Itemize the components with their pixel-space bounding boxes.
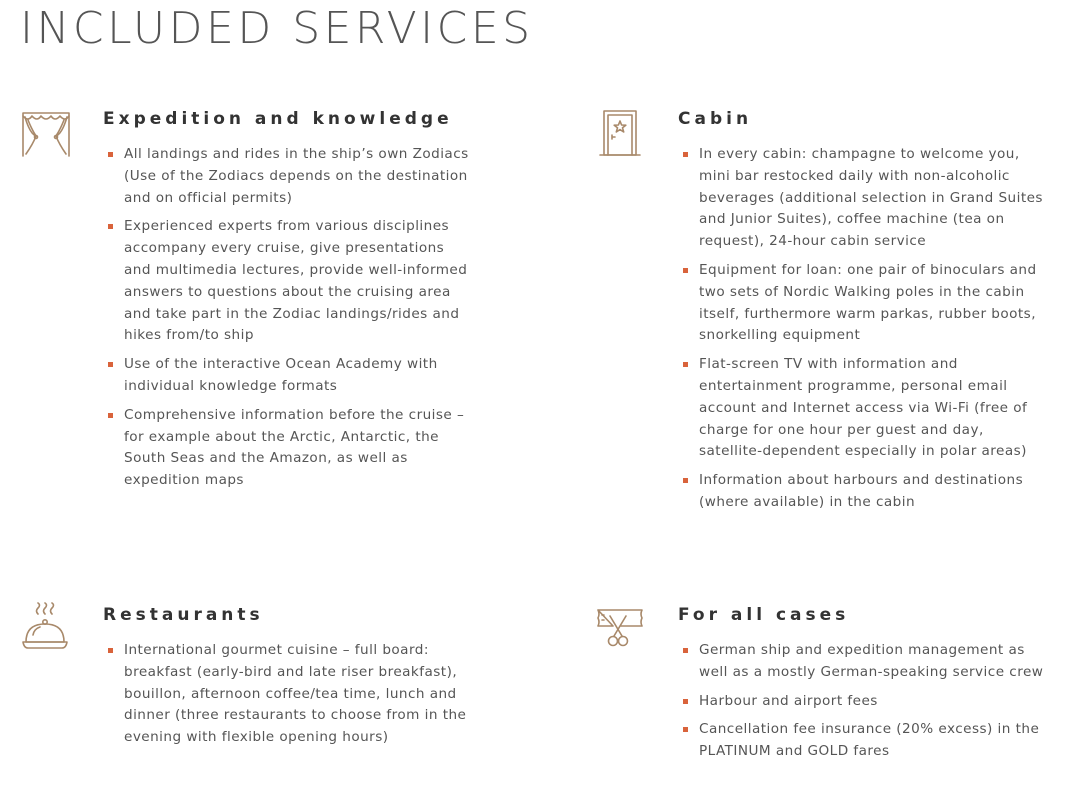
bullet-marker <box>108 224 113 229</box>
expedition-list <box>103 144 473 499</box>
list-item-text: International gourmet cuisine – full board: breakfast (early-bird and late riser breakfast), bouillon, afternoon coffee/tea time, lunch and dinner (three restaurants to choose from in the evening with flexible opening hours) <box>124 642 467 746</box>
list-item-text: Information about harbours and destinations (where available) in the cabin <box>699 472 1024 510</box>
bullet-marker <box>683 362 688 367</box>
cabin-list <box>678 144 1048 521</box>
list-item <box>103 216 473 347</box>
bullet-marker <box>108 413 113 418</box>
bullet-marker <box>108 362 113 367</box>
restaurants-list <box>103 640 473 756</box>
bullet-marker <box>108 648 113 653</box>
list-item-text: Cancellation fee insurance (20% excess) in the PLATINUM and GOLD fares <box>699 721 1040 760</box>
list-item-text: In every cabin: champagne to welcome you, mini bar restocked daily with non-alcoholic beverages (additional selection in Grand Suites and Junior Suites), coffee machine (tea on request), 24-hour cabin service <box>699 146 1043 250</box>
list-item <box>678 354 1048 463</box>
section-heading-expedition: Expedition and knowledge <box>103 109 453 129</box>
list-item-text: Use of the interactive Ocean Academy with individual knowledge formats <box>124 356 438 394</box>
all-cases-list <box>678 640 1048 770</box>
bullet-marker <box>683 268 688 273</box>
page-title: INCLUDED SERVICES <box>20 3 534 54</box>
list-item <box>678 470 1048 514</box>
list-item-text: German ship and expedition management as well as a mostly German-speaking service crew <box>699 642 1044 680</box>
list-item-text: Equipment for loan: one pair of binoculars and two sets of Nordic Walking poles in the cabin itself, furthermore warm parkas, rubber boots, snorkelling equipment <box>699 261 1037 344</box>
list-item-text: Flat-screen TV with information and entertainment programme, personal email account and Internet access via Wi-Fi (free of charge for one hour per guest and day, satellite-dependent especially in polar areas) <box>699 356 1028 460</box>
cabin-door-icon <box>594 107 646 159</box>
theater-curtain-icon <box>20 108 72 160</box>
list-item <box>103 144 473 209</box>
list-item <box>678 260 1048 347</box>
bullet-marker <box>683 727 688 732</box>
list-item <box>678 719 1048 763</box>
section-heading-restaurants: Restaurants <box>103 605 264 625</box>
bullet-marker <box>683 152 688 157</box>
list-item <box>103 354 473 398</box>
list-item <box>678 144 1048 253</box>
bullet-marker <box>683 478 688 483</box>
list-item-text: Experienced experts from various disciplines accompany every cruise, give presentations and multimedia lectures, provide well-informed answers to questions about the cruising area and take part in the Zodiac landings/rides and hikes from/to ship <box>124 218 468 344</box>
list-item-text: All landings and rides in the ship’s own Zodiacs (Use of the Zodiacs depends on the destination and on official permits) <box>124 146 469 206</box>
bullet-marker <box>683 648 688 653</box>
list-item-text: Harbour and airport fees <box>699 692 878 709</box>
bullet-marker <box>108 152 113 157</box>
list-item <box>678 640 1048 684</box>
section-heading-all-cases: For all cases <box>678 605 850 625</box>
serving-cloche-icon <box>20 602 72 654</box>
list-item-text: Comprehensive information before the cruise – for example about the Arctic, Antarctic, the South Seas and the Amazon, as well as expedition maps <box>124 406 465 489</box>
list-item <box>678 691 1048 713</box>
ticket-scissors-icon <box>594 602 646 654</box>
list-item <box>103 640 473 749</box>
list-item <box>103 405 473 492</box>
bullet-marker <box>683 699 688 704</box>
section-heading-cabin: Cabin <box>678 109 753 129</box>
